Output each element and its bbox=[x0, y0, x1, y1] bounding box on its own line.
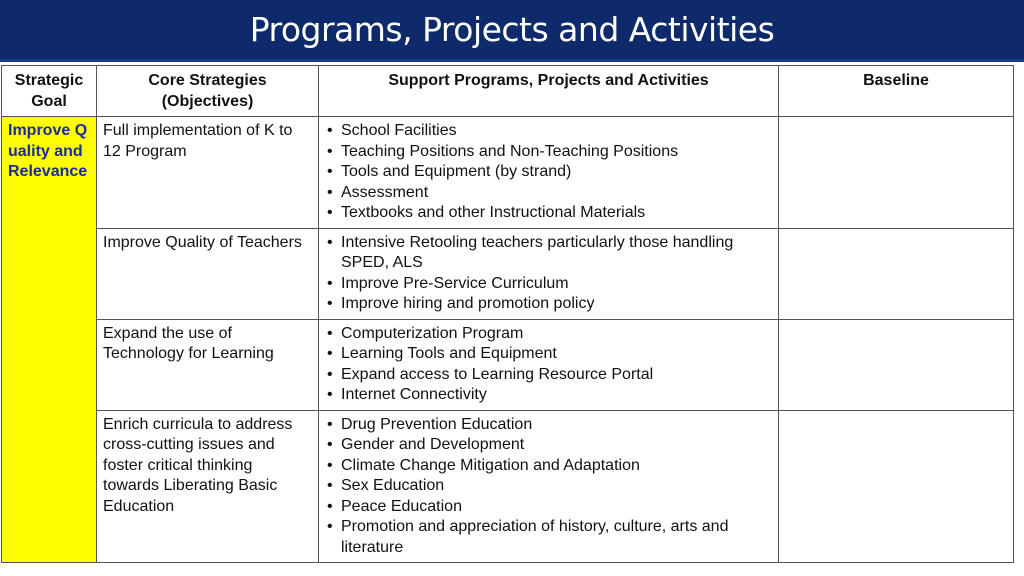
core-strategy-cell: Improve Quality of Teachers bbox=[97, 228, 319, 319]
activity-item: • Internet Connectivity bbox=[341, 385, 772, 406]
activity-item: • Promotion and appreciation of history, culture, arts and literature bbox=[341, 517, 772, 558]
activities-cell bbox=[319, 319, 779, 410]
activities-cell bbox=[319, 228, 779, 319]
activity-item: • Gender and Development bbox=[341, 435, 772, 456]
header-strategic-goal: Strategic Goal bbox=[2, 66, 97, 117]
baseline-cell bbox=[779, 410, 1014, 563]
activity-item: • Teaching Positions and Non-Teaching Positions bbox=[341, 142, 772, 163]
activities-list bbox=[325, 121, 772, 224]
activity-item: • Expand access to Learning Resource Portal bbox=[341, 365, 772, 386]
activity-item: • Peace Education bbox=[341, 497, 772, 518]
activities-list bbox=[325, 324, 772, 406]
baseline-cell bbox=[779, 319, 1014, 410]
header-support-programs: Support Programs, Projects and Activities bbox=[319, 66, 779, 117]
activities-list bbox=[325, 233, 772, 315]
slide-title: Programs, Projects and Activities bbox=[249, 10, 775, 49]
core-strategy-cell: Enrich curricula to address cross-cutting issues and foster critical thinking towards Liberating Basic Education bbox=[97, 410, 319, 563]
header-row bbox=[2, 66, 1014, 117]
header-baseline: Baseline bbox=[779, 66, 1014, 117]
activity-item: • Intensive Retooling teachers particularly those handling SPED, ALS bbox=[341, 233, 772, 274]
table-row bbox=[2, 228, 1014, 319]
strategic-goal-cell: Improve Quality and Relevance bbox=[2, 117, 97, 563]
title-bar bbox=[0, 0, 1024, 62]
activity-item: • Textbooks and other Instructional Materials bbox=[341, 203, 772, 224]
header-core-strategies: Core Strategies (Objectives) bbox=[97, 66, 319, 117]
table-row bbox=[2, 117, 1014, 229]
core-strategy-cell: Full implementation of K to 12 Program bbox=[97, 117, 319, 229]
activity-item: • Sex Education bbox=[341, 476, 772, 497]
ppa-table bbox=[1, 65, 1014, 563]
activity-item: • Tools and Equipment (by strand) bbox=[341, 162, 772, 183]
activity-item: • Climate Change Mitigation and Adaptation bbox=[341, 456, 772, 477]
table-row bbox=[2, 319, 1014, 410]
activity-item: • School Facilities bbox=[341, 121, 772, 142]
activity-item: • Computerization Program bbox=[341, 324, 772, 345]
activity-item: • Assessment bbox=[341, 183, 772, 204]
activity-item: • Improve hiring and promotion policy bbox=[341, 294, 772, 315]
baseline-cell bbox=[779, 228, 1014, 319]
baseline-cell bbox=[779, 117, 1014, 229]
activities-list bbox=[325, 415, 772, 559]
activity-item: • Drug Prevention Education bbox=[341, 415, 772, 436]
activity-item: • Improve Pre-Service Curriculum bbox=[341, 274, 772, 295]
activity-item: • Learning Tools and Equipment bbox=[341, 344, 772, 365]
activities-cell bbox=[319, 410, 779, 563]
core-strategy-cell: Expand the use of Technology for Learning bbox=[97, 319, 319, 410]
table-row bbox=[2, 410, 1014, 563]
activities-cell bbox=[319, 117, 779, 229]
